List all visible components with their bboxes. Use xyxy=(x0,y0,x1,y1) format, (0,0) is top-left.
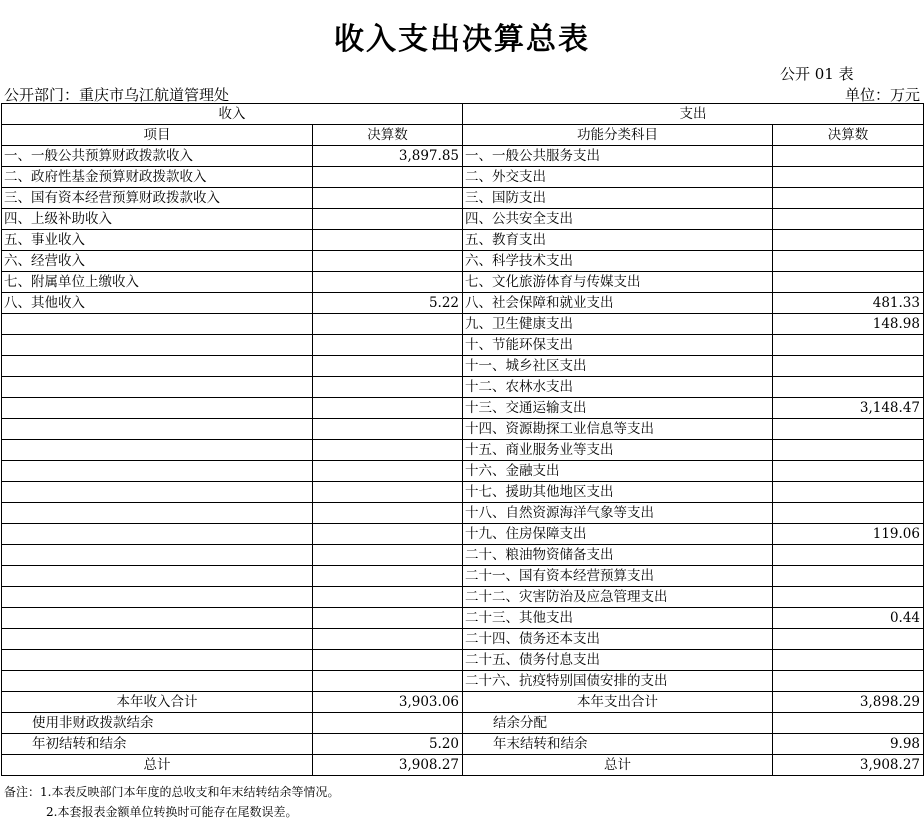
expense-item-label: 十八、自然资源海洋气象等支出 xyxy=(463,503,773,524)
income-item-value xyxy=(313,209,463,230)
summary-expense-value xyxy=(773,713,924,734)
income-item-label xyxy=(2,566,313,587)
income-item-label: 一、一般公共预算财政拨款收入 xyxy=(2,146,313,167)
summary-expense-label: 结余分配 xyxy=(463,713,773,734)
summary-income-label: 使用非财政拨款结余 xyxy=(2,713,313,734)
expense-item-label: 三、国防支出 xyxy=(463,188,773,209)
header-row-columns xyxy=(2,125,924,146)
expense-item-label: 五、教育支出 xyxy=(463,230,773,251)
income-item-value xyxy=(313,503,463,524)
table-row xyxy=(2,314,924,335)
income-item-value xyxy=(313,230,463,251)
table-row xyxy=(2,503,924,524)
income-item-value xyxy=(313,314,463,335)
expense-item-value: 3,148.47 xyxy=(773,398,924,419)
expense-item-label: 十、节能环保支出 xyxy=(463,335,773,356)
amount-header: 决算数 xyxy=(313,125,463,146)
expense-item-value: 119.06 xyxy=(773,524,924,545)
summary-expense-label: 年末结转和结余 xyxy=(463,734,773,755)
expense-item-value xyxy=(773,440,924,461)
income-item-label xyxy=(2,587,313,608)
item-header: 项目 xyxy=(2,125,313,146)
summary-income-label: 年初结转和结余 xyxy=(2,734,313,755)
summary-expense-label: 总计 xyxy=(463,755,773,776)
expense-item-value xyxy=(773,566,924,587)
income-item-label xyxy=(2,545,313,566)
table-row xyxy=(2,482,924,503)
expense-item-value xyxy=(773,461,924,482)
expense-item-label: 二十二、灾害防治及应急管理支出 xyxy=(463,587,773,608)
expense-item-label: 十七、援助其他地区支出 xyxy=(463,482,773,503)
income-item-label: 八、其他收入 xyxy=(2,293,313,314)
note-2: 2.本套报表金额单位转换时可能存在尾数误差。 xyxy=(46,805,298,819)
table-row xyxy=(2,608,924,629)
table-row xyxy=(2,335,924,356)
page-title: 收入支出决算总表 xyxy=(334,22,590,57)
table-row xyxy=(2,587,924,608)
expense-item-value: 0.44 xyxy=(773,608,924,629)
budget-table xyxy=(1,103,924,776)
notes xyxy=(4,782,339,822)
expense-item-value xyxy=(773,671,924,692)
income-item-label: 四、上级补助收入 xyxy=(2,209,313,230)
expense-item-value xyxy=(773,251,924,272)
summary-income-value: 3,908.27 xyxy=(313,755,463,776)
table-row xyxy=(2,167,924,188)
income-item-label: 六、经营收入 xyxy=(2,251,313,272)
expense-item-label: 二、外交支出 xyxy=(463,167,773,188)
table-row xyxy=(2,230,924,251)
income-item-value xyxy=(313,167,463,188)
table-row xyxy=(2,188,924,209)
department-label: 公开部门：重庆市乌江航道管理处 xyxy=(4,86,230,104)
expense-item-value xyxy=(773,587,924,608)
summary-row xyxy=(2,713,924,734)
table-row xyxy=(2,356,924,377)
unit-label: 单位：万元 xyxy=(844,86,920,104)
expense-item-label: 一、一般公共服务支出 xyxy=(463,146,773,167)
expense-item-label: 二十五、债务付息支出 xyxy=(463,650,773,671)
expense-item-value xyxy=(773,503,924,524)
income-item-value xyxy=(313,671,463,692)
table-row xyxy=(2,671,924,692)
expense-item-label: 七、文化旅游体育与传媒支出 xyxy=(463,272,773,293)
income-item-value xyxy=(313,251,463,272)
income-item-value xyxy=(313,482,463,503)
expense-item-value: 148.98 xyxy=(773,314,924,335)
expense-item-label: 十六、金融支出 xyxy=(463,461,773,482)
income-item-value xyxy=(313,587,463,608)
expense-item-label: 十三、交通运输支出 xyxy=(463,398,773,419)
table-row xyxy=(2,398,924,419)
expense-item-value xyxy=(773,209,924,230)
expense-item-value xyxy=(773,335,924,356)
expense-item-label: 二十一、国有资本经营预算支出 xyxy=(463,566,773,587)
table-row xyxy=(2,293,924,314)
income-item-label: 七、附属单位上缴收入 xyxy=(2,272,313,293)
income-item-value xyxy=(313,566,463,587)
summary-expense-value: 3,898.29 xyxy=(773,692,924,713)
table-row xyxy=(2,566,924,587)
expense-item-value xyxy=(773,650,924,671)
summary-income-value: 3,903.06 xyxy=(313,692,463,713)
summary-row xyxy=(2,692,924,713)
expense-item-value xyxy=(773,146,924,167)
table-row xyxy=(2,251,924,272)
income-item-value: 5.22 xyxy=(313,293,463,314)
expense-item-value xyxy=(773,377,924,398)
expense-item-label: 二十、粮油物资储备支出 xyxy=(463,545,773,566)
expense-item-value xyxy=(773,482,924,503)
income-item-label: 三、国有资本经营预算财政拨款收入 xyxy=(2,188,313,209)
income-item-value xyxy=(313,188,463,209)
income-item-label xyxy=(2,629,313,650)
table-row xyxy=(2,146,924,167)
expense-item-label: 二十四、债务还本支出 xyxy=(463,629,773,650)
func-subject-header: 功能分类科目 xyxy=(463,125,773,146)
income-item-value xyxy=(313,650,463,671)
note-1: 备注：1.本表反映部门本年度的总收支和年末结转结余等情况。 xyxy=(4,785,340,799)
form-number: 公开 01 表 xyxy=(780,65,854,83)
income-item-value xyxy=(313,440,463,461)
table-row xyxy=(2,440,924,461)
income-item-label xyxy=(2,314,313,335)
expense-item-value xyxy=(773,167,924,188)
expense-item-label: 十五、商业服务业等支出 xyxy=(463,440,773,461)
income-item-value xyxy=(313,419,463,440)
table-row xyxy=(2,524,924,545)
expense-item-value xyxy=(773,230,924,251)
income-item-value: 3,897.85 xyxy=(313,146,463,167)
income-header: 收入 xyxy=(2,104,463,125)
expense-item-value xyxy=(773,629,924,650)
expense-item-label: 十二、农林水支出 xyxy=(463,377,773,398)
summary-income-label: 总计 xyxy=(2,755,313,776)
income-item-value xyxy=(313,377,463,398)
income-item-value xyxy=(313,524,463,545)
income-item-label xyxy=(2,650,313,671)
expense-item-label: 四、公共安全支出 xyxy=(463,209,773,230)
income-item-label xyxy=(2,671,313,692)
table-row xyxy=(2,629,924,650)
income-item-label: 五、事业收入 xyxy=(2,230,313,251)
summary-row xyxy=(2,755,924,776)
expense-item-value xyxy=(773,356,924,377)
header-row-section xyxy=(2,104,924,125)
table-row xyxy=(2,377,924,398)
table-row xyxy=(2,650,924,671)
table-row xyxy=(2,545,924,566)
income-item-label xyxy=(2,419,313,440)
summary-expense-value: 3,908.27 xyxy=(773,755,924,776)
expense-item-value xyxy=(773,188,924,209)
income-item-value xyxy=(313,272,463,293)
expense-item-label: 十四、资源勘探工业信息等支出 xyxy=(463,419,773,440)
income-item-label xyxy=(2,335,313,356)
summary-income-value: 5.20 xyxy=(313,734,463,755)
table-row xyxy=(2,209,924,230)
income-item-label: 二、政府性基金预算财政拨款收入 xyxy=(2,167,313,188)
expense-item-value xyxy=(773,419,924,440)
expense-item-label: 二十三、其他支出 xyxy=(463,608,773,629)
expense-item-value xyxy=(773,272,924,293)
summary-expense-value: 9.98 xyxy=(773,734,924,755)
income-item-value xyxy=(313,545,463,566)
expense-item-label: 六、科学技术支出 xyxy=(463,251,773,272)
expense-item-value: 481.33 xyxy=(773,293,924,314)
summary-income-label: 本年收入合计 xyxy=(2,692,313,713)
expense-item-value xyxy=(773,545,924,566)
income-item-value xyxy=(313,461,463,482)
summary-row xyxy=(2,734,924,755)
summary-income-value xyxy=(313,713,463,734)
expense-header: 支出 xyxy=(463,104,924,125)
summary-expense-label: 本年支出合计 xyxy=(463,692,773,713)
income-item-label xyxy=(2,503,313,524)
expense-item-label: 八、社会保障和就业支出 xyxy=(463,293,773,314)
table-row xyxy=(2,272,924,293)
expense-item-label: 二十六、抗疫特别国债安排的支出 xyxy=(463,671,773,692)
expense-item-label: 十一、城乡社区支出 xyxy=(463,356,773,377)
income-item-label xyxy=(2,482,313,503)
income-item-label xyxy=(2,524,313,545)
income-item-value xyxy=(313,629,463,650)
table-row xyxy=(2,419,924,440)
table-row xyxy=(2,461,924,482)
income-item-label xyxy=(2,461,313,482)
income-item-label xyxy=(2,440,313,461)
income-item-value xyxy=(313,335,463,356)
income-item-value xyxy=(313,608,463,629)
income-item-value xyxy=(313,356,463,377)
expense-item-label: 九、卫生健康支出 xyxy=(463,314,773,335)
income-item-value xyxy=(313,398,463,419)
amount2-header: 决算数 xyxy=(773,125,924,146)
income-item-label xyxy=(2,356,313,377)
income-item-label xyxy=(2,377,313,398)
income-item-label xyxy=(2,398,313,419)
income-item-label xyxy=(2,608,313,629)
expense-item-label: 十九、住房保障支出 xyxy=(463,524,773,545)
